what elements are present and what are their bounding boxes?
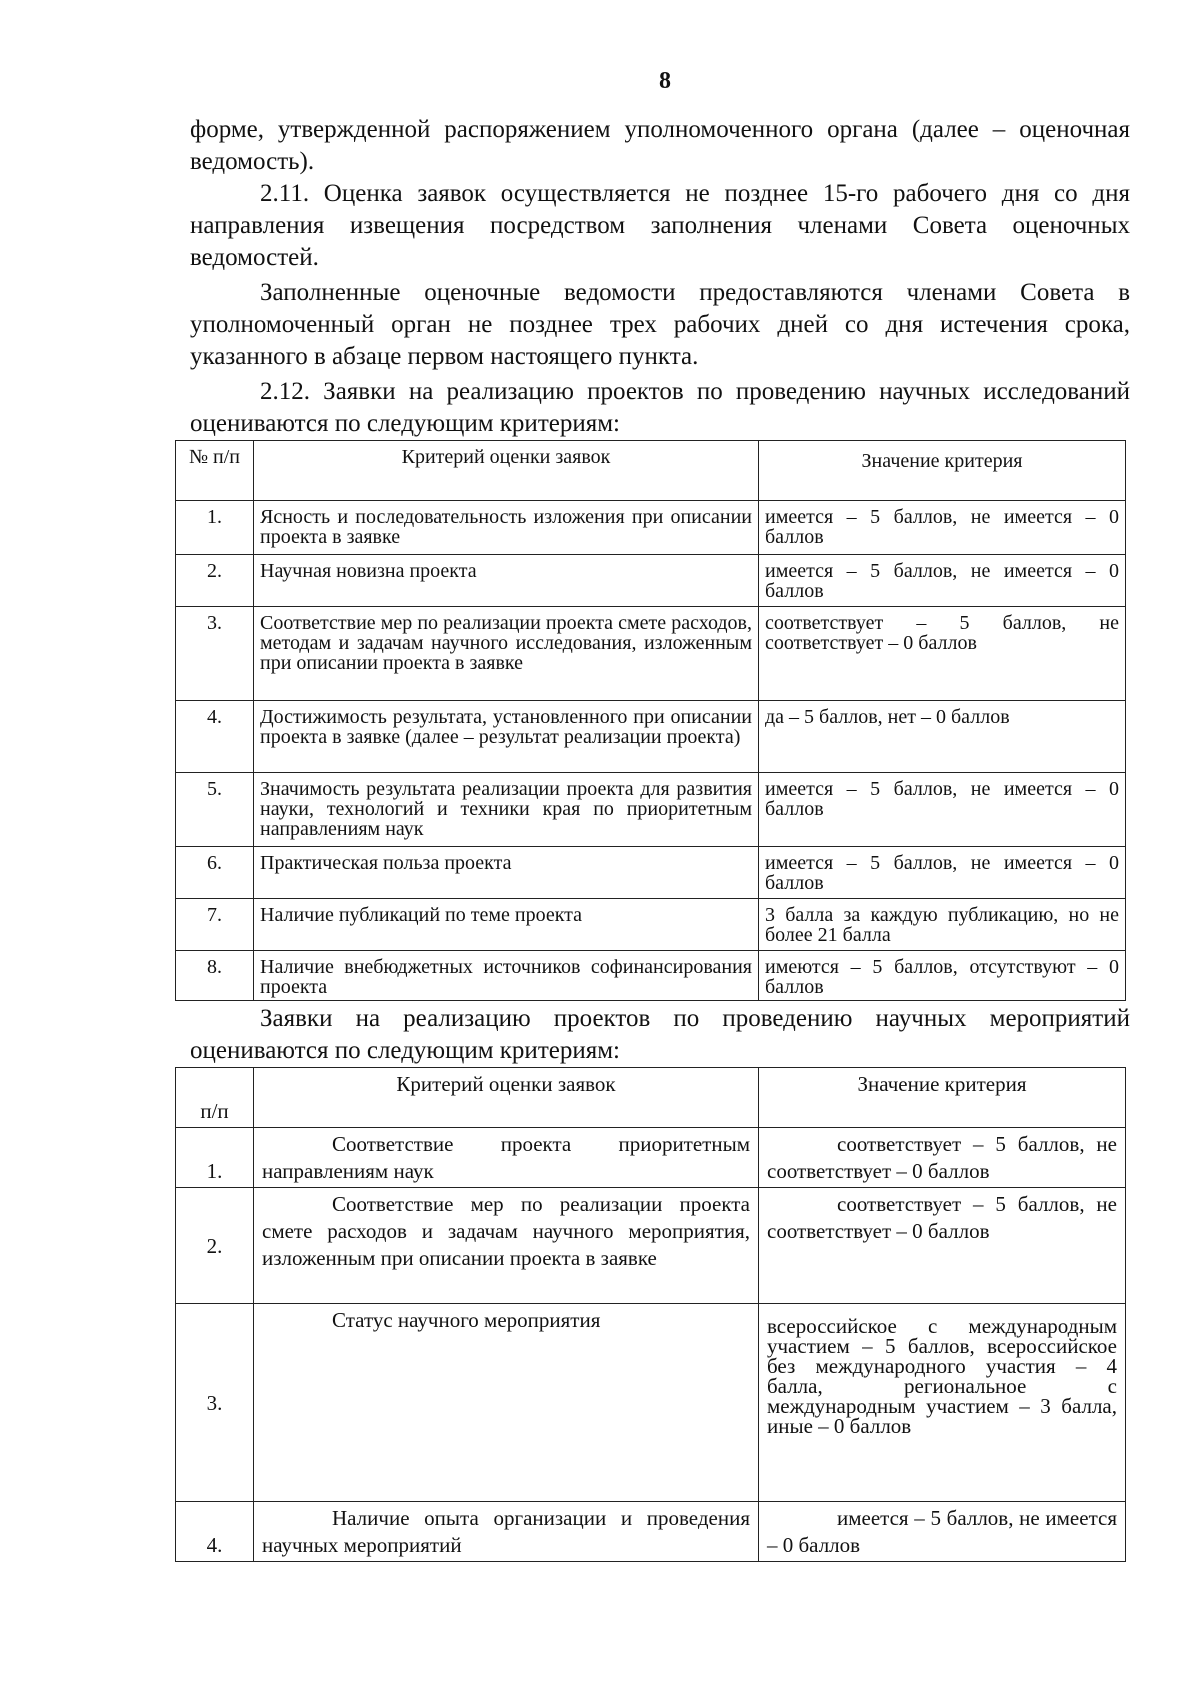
- row-criterion: Наличие публикаций по теме проекта: [254, 899, 759, 951]
- header-num: № п/п: [176, 441, 254, 501]
- row-value: имеется – 5 баллов, не имеется – 0 баллов: [759, 501, 1126, 555]
- row-num: 3.: [176, 1304, 254, 1502]
- row-criterion: Наличие опыта организации и проведения научных мероприятий: [254, 1502, 759, 1562]
- row-num: 5.: [176, 773, 254, 847]
- table-row: [176, 501, 1126, 555]
- events-criteria-table: [175, 1067, 1126, 1562]
- row-value: имеются – 5 баллов, отсутствуют – 0 баллов: [759, 951, 1126, 1001]
- header-criterion: Критерий оценки заявок: [254, 441, 759, 501]
- row-criterion: Соответствие мер по реализации проекта смете расходов и задачам научного мероприятия, изложенным при описании проекта в заявке: [254, 1188, 759, 1304]
- row-value: всероссийское с международным участием – 5 баллов, всероссийское без международного участия – 4 балла, региональное с международным участием – 3 балла, иные – 0 баллов: [759, 1304, 1126, 1502]
- row-criterion: Ясность и последовательность изложения при описании проекта в заявке: [254, 501, 759, 555]
- paragraph-events: Заявки на реализацию проектов по проведению научных мероприятий оцениваются по следующим критериям:: [190, 1005, 1130, 1064]
- table-row: [176, 701, 1126, 773]
- row-value: 3 балла за каждую публикацию, но не более 21 балла: [759, 899, 1126, 951]
- row-criterion: Практическая польза проекта: [254, 847, 759, 899]
- table-row: [176, 899, 1126, 951]
- row-num: 4.: [176, 1502, 254, 1562]
- row-num: 2.: [176, 1188, 254, 1304]
- table-row: [176, 773, 1126, 847]
- table-row: [176, 1502, 1126, 1562]
- row-num: 7.: [176, 899, 254, 951]
- row-criterion: Достижимость результата, установленного при описании проекта в заявке (далее – результат реализации проекта): [254, 701, 759, 773]
- paragraph-continuation: форме, утвержденной распоряжением уполномоченного органа (далее – оценочная ведомость).: [190, 116, 1130, 175]
- table-row: [176, 847, 1126, 899]
- table-row: [176, 951, 1126, 1001]
- header-value: Значение критерия: [759, 1068, 1126, 1128]
- table-header-row: [176, 441, 1126, 501]
- row-value: имеется – 5 баллов, не имеется – 0 баллов: [759, 847, 1126, 899]
- row-num: 2.: [176, 555, 254, 607]
- row-value: соответствует – 5 баллов, не соответствует – 0 баллов: [759, 1188, 1126, 1304]
- row-value: соответствует – 5 баллов, не соответствует – 0 баллов: [759, 607, 1126, 701]
- row-num: 1.: [176, 1128, 254, 1188]
- paragraph-2-11: 2.11. Оценка заявок осуществляется не позднее 15-го рабочего дня со дня направления извещения посредством заполнения членами Совета оценочных ведомостей.: [190, 180, 1130, 271]
- row-criterion: Соответствие мер по реализации проекта смете расходов, методам и задачам научного исследования, изложенным при описании проекта в заявке: [254, 607, 759, 701]
- document-body: [190, 114, 1130, 1562]
- row-criterion: Статус научного мероприятия: [254, 1304, 759, 1502]
- row-value: имеется – 5 баллов, не имеется – 0 баллов: [759, 555, 1126, 607]
- header-num: п/п: [176, 1068, 254, 1128]
- paragraph-2-12: 2.12. Заявки на реализацию проектов по проведению научных исследований оцениваются по следующим критериям:: [190, 378, 1130, 437]
- row-criterion: Научная новизна проекта: [254, 555, 759, 607]
- row-value: имеется – 5 баллов, не имеется – 0 баллов: [759, 1502, 1126, 1562]
- row-value: да – 5 баллов, нет – 0 баллов: [759, 701, 1126, 773]
- table-row: [176, 1188, 1126, 1304]
- row-num: 3.: [176, 607, 254, 701]
- row-criterion: Наличие внебюджетных источников софинансирования проекта: [254, 951, 759, 1001]
- table-row: [176, 607, 1126, 701]
- row-criterion: Соответствие проекта приоритетным направлениям наук: [254, 1128, 759, 1188]
- row-num: 6.: [176, 847, 254, 899]
- row-criterion: Значимость результата реализации проекта для развития науки, технологий и техники края по приоритетным направлениям наук: [254, 773, 759, 847]
- table-row: [176, 1304, 1126, 1502]
- table-row: [176, 555, 1126, 607]
- research-criteria-table: [175, 440, 1126, 1001]
- table-row: [176, 1128, 1126, 1188]
- header-value: Значение критерия: [759, 441, 1126, 501]
- header-criterion: Критерий оценки заявок: [254, 1068, 759, 1128]
- row-value: имеется – 5 баллов, не имеется – 0 баллов: [759, 773, 1126, 847]
- row-value: соответствует – 5 баллов, не соответствует – 0 баллов: [759, 1128, 1126, 1188]
- page-number: 8: [659, 68, 671, 94]
- row-num: 8.: [176, 951, 254, 1001]
- table-header-row: [176, 1068, 1126, 1128]
- paragraph-filled-sheets: Заполненные оценочные ведомости предоставляются членами Совета в уполномоченный орган не позднее трех рабочих дней со дня истечения срока, указанного в абзаце первом настоящего пункта.: [190, 279, 1130, 370]
- row-num: 4.: [176, 701, 254, 773]
- row-num: 1.: [176, 501, 254, 555]
